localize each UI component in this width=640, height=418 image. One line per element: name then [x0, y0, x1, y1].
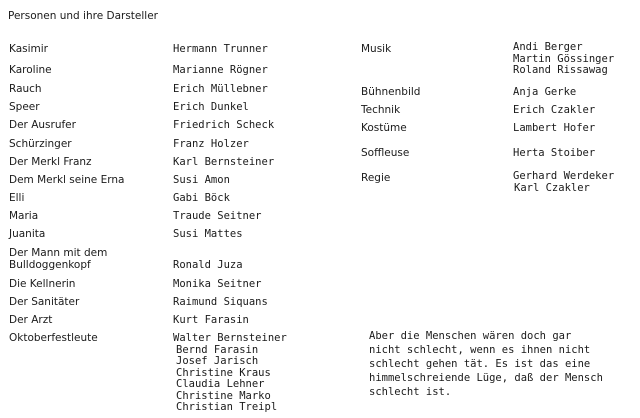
cast-role-karoline: Karoline [9, 64, 52, 76]
quote-line: schlecht gehen tät. Es ist das eine [369, 358, 591, 370]
cast-role-kellnerin: Die Kellnerin [9, 278, 76, 290]
cast-actor: Traude Seitner [173, 210, 262, 222]
cast-actor: Bernd Farasin [176, 343, 259, 356]
crew-person: Gerhard Werdeker [513, 170, 615, 182]
cast-role-sanitaeter: Der Sanitäter [9, 296, 80, 308]
cast-actor: Erich Dunkel [173, 101, 249, 113]
quote-line: nicht schlecht, wenn es ihnen nicht [369, 344, 591, 356]
crew-musik-people [513, 42, 614, 77]
cast-actor: Walter Bernsteiner [173, 332, 287, 344]
cast-actor: Claudia Lehner [176, 378, 265, 390]
closing-quote [369, 329, 634, 399]
cast-actor: Erich Müllebner [173, 83, 268, 95]
oktoberfest-actors-list [173, 333, 287, 414]
cast-actor: Susi Mattes [173, 228, 243, 240]
crew-role-regie: Regie [361, 172, 391, 184]
cast-role-rauch: Rauch [9, 83, 42, 95]
cast-actor: Franz Holzer [173, 138, 249, 150]
quote-line: himmelschreiende Lüge, daß der Mensch [369, 372, 603, 384]
crew-role-kostueme: Kostüme [361, 122, 407, 134]
cast-actor: Monika Seitner [173, 278, 262, 290]
crew-person: Erich Czakler [513, 104, 596, 116]
cast-actor: Hermann Trunner [173, 43, 268, 55]
cast-actor: Karl Bernsteiner [173, 156, 275, 168]
cast-role-ausrufer: Der Ausrufer [9, 119, 76, 131]
cast-role-elli: Elli [9, 192, 25, 204]
crew-regie-people [513, 171, 614, 194]
cast-role-bulldoggenkopf [9, 248, 107, 271]
crew-role-musik: Musik [361, 43, 392, 55]
crew-person: Roland Rissawag [513, 64, 608, 76]
cast-role-line: Der Mann mit dem [9, 247, 108, 259]
crew-person: Anja Gerke [513, 86, 577, 98]
cast-role-kasimir: Kasimir [9, 43, 48, 55]
cast-actor: Susi Amon [173, 174, 230, 186]
crew-person: Herta Stoiber [513, 147, 596, 159]
cast-role-arzt: Der Arzt [9, 314, 53, 326]
crew-role-buehnenbild: Bühnenbild [361, 86, 421, 98]
cast-actor: Raimund Siquans [173, 296, 268, 308]
cast-role-erna: Dem Merkl seine Erna [9, 174, 125, 186]
crew-role-technik: Technik [361, 104, 401, 116]
cast-role-schuerzinger: Schürzinger [9, 138, 72, 150]
cast-role-juanita: Juanita [9, 228, 46, 240]
crew-role-soffleuse: Soffleuse [361, 147, 410, 159]
cast-role-oktoberfestleute: Oktoberfestleute [9, 332, 98, 344]
cast-actor: Christine Kraus [176, 366, 271, 379]
cast-actor: Josef Jarisch [176, 355, 259, 367]
cast-role-speer: Speer [9, 101, 40, 113]
cast-role-merkl-franz: Der Merkl Franz [9, 156, 92, 168]
cast-actor: Christine Marko [176, 389, 271, 402]
cast-role-line: Bulldoggenkopf [9, 258, 91, 271]
quote-line: schlecht ist. [369, 386, 452, 398]
crew-person: Lambert Hofer [513, 122, 596, 134]
page-heading: Personen und ihre Darsteller [8, 10, 158, 22]
cast-actor: Gabi Böck [173, 192, 230, 204]
cast-role-maria: Maria [9, 210, 39, 222]
cast-actor: Marianne Rögner [173, 64, 268, 76]
crew-person: Andi Berger [513, 41, 583, 53]
crew-person: Martin Gössinger [513, 52, 615, 65]
cast-actor: Christian Treipl [176, 401, 278, 413]
cast-actor: Ronald Juza [173, 259, 243, 271]
quote-line: Aber die Menschen wären doch gar [369, 330, 572, 342]
crew-person: Karl Czakler [514, 181, 590, 194]
cast-actor: Friedrich Scheck [173, 119, 275, 131]
cast-actor: Kurt Farasin [173, 314, 249, 326]
